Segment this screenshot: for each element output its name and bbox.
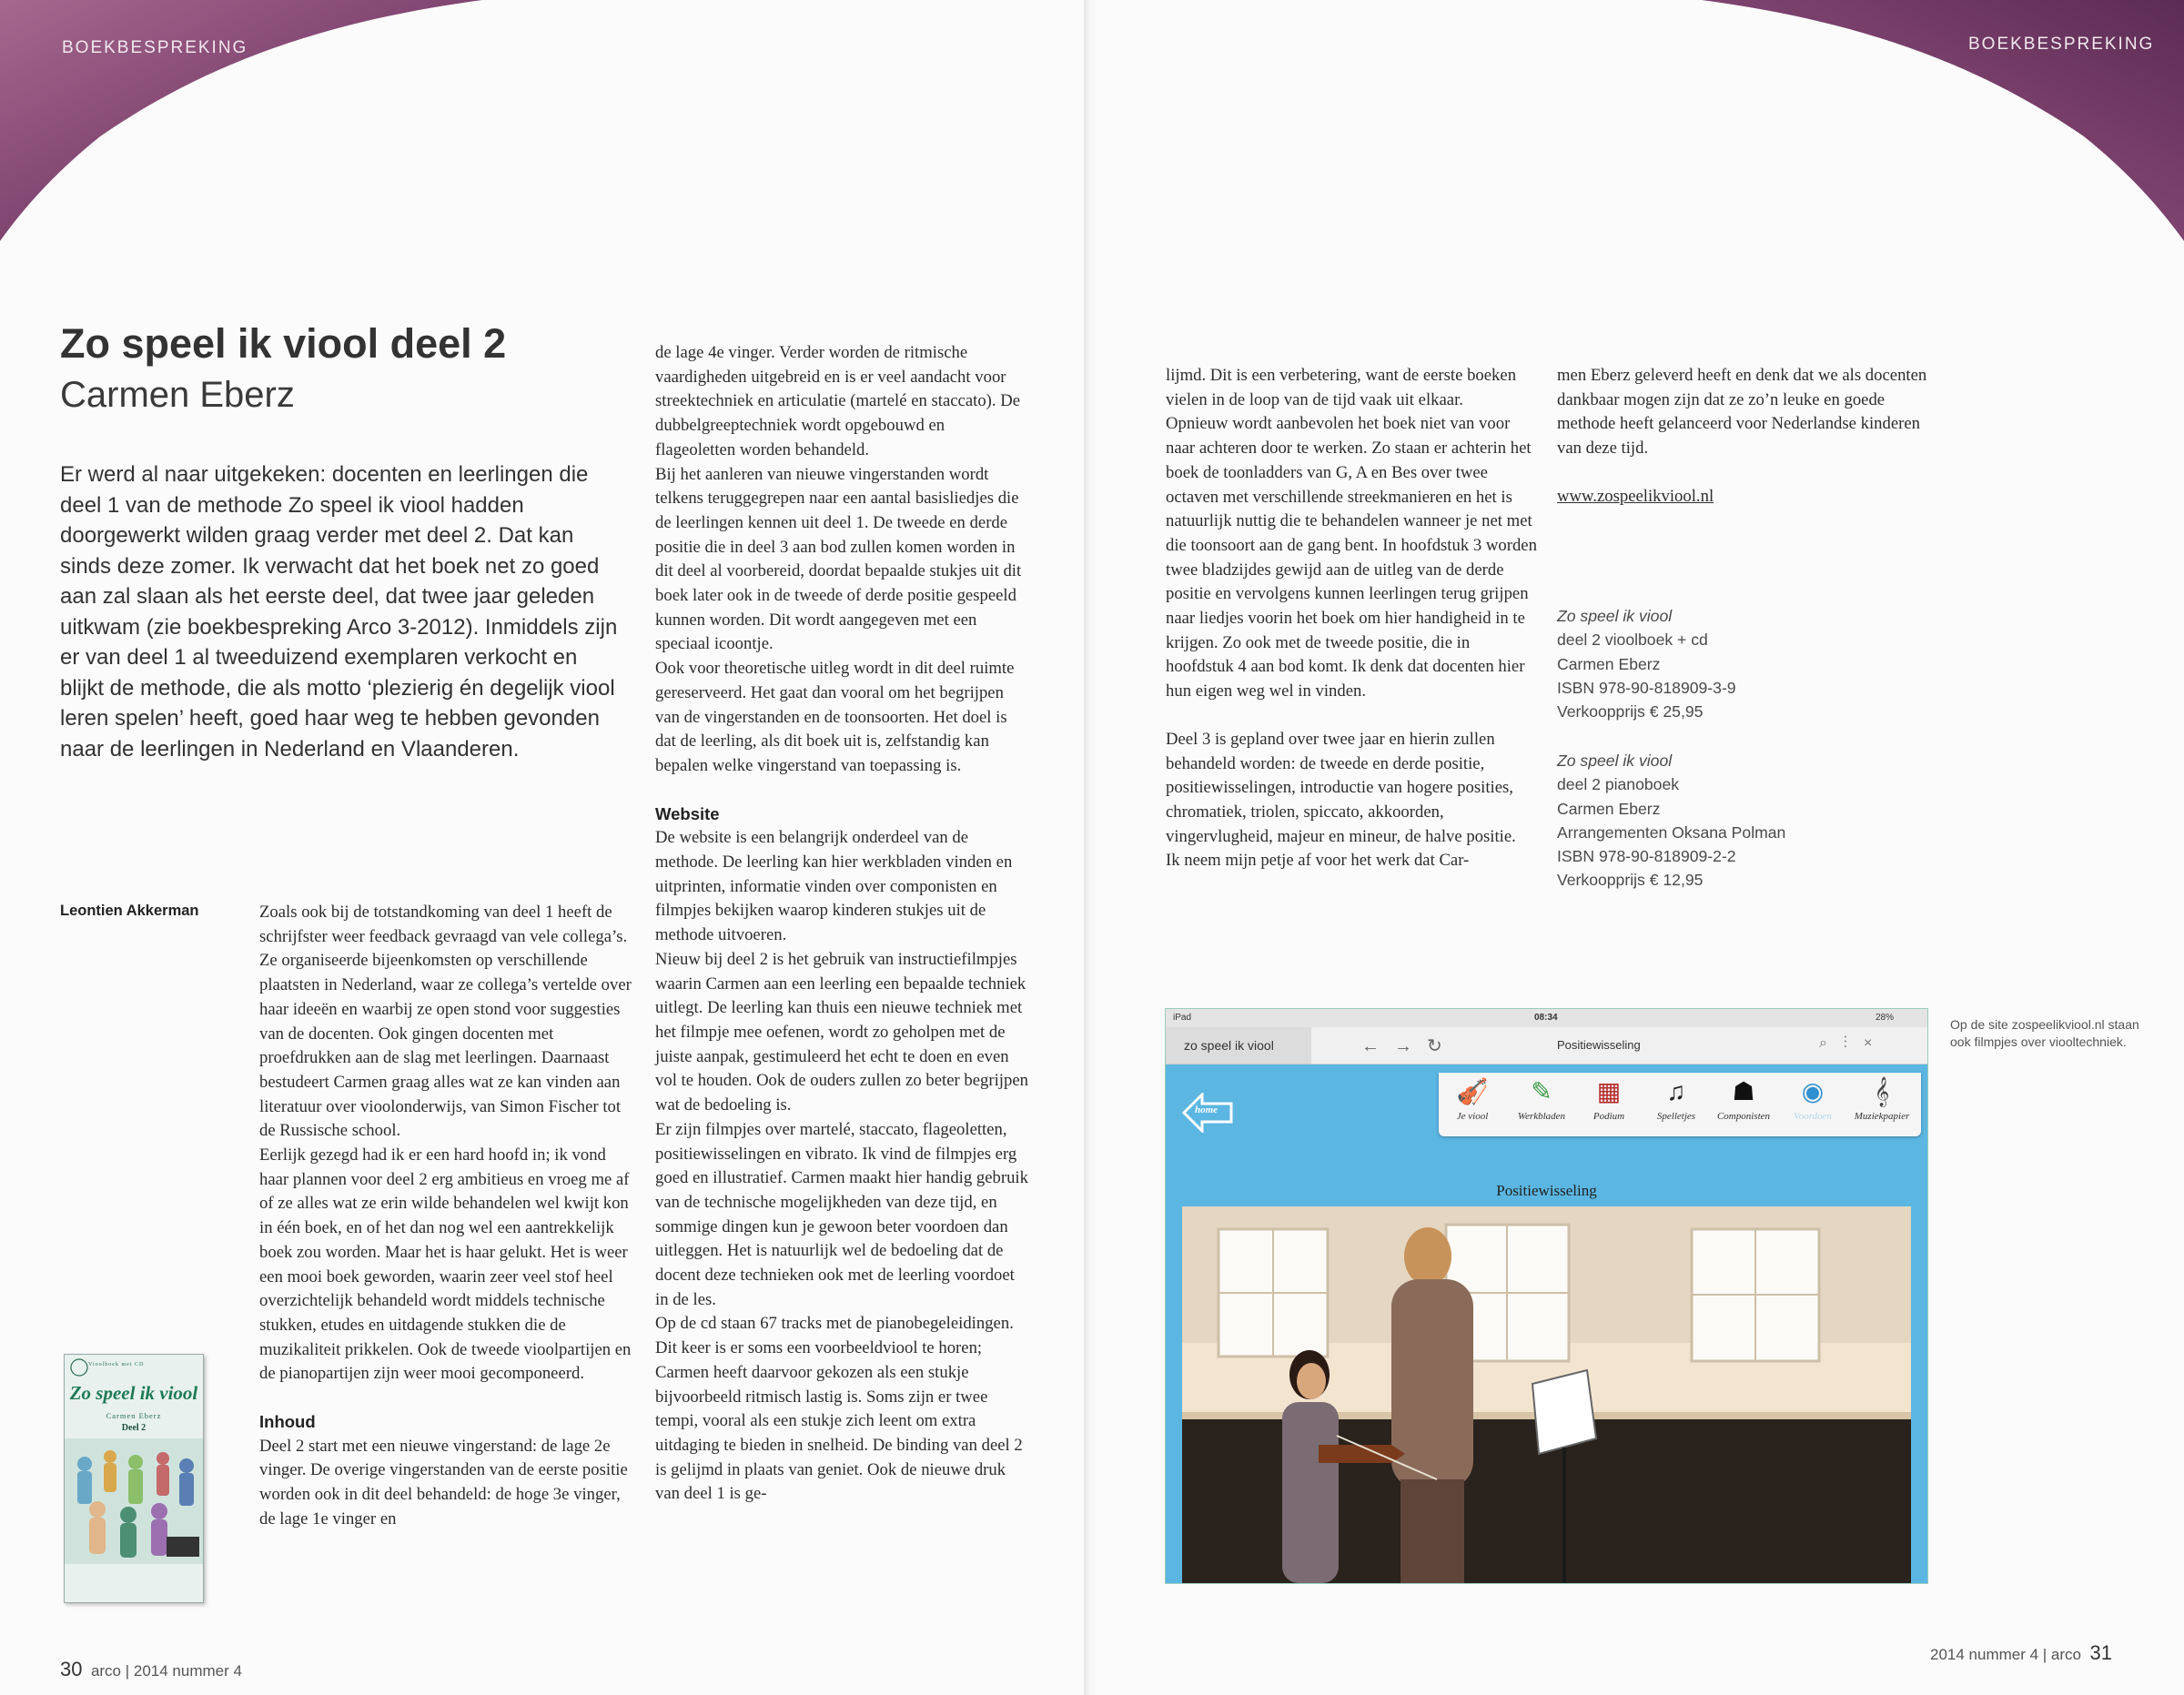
left-page (0, 0, 1089, 1695)
paragraph: Eerlijk gezegd had ik er een hard hoofd in; ik vond haar plannen voor deel 2 erg ambitieus en vroeg me af of ze alles wat ze erin wilde behandelen wel kwijt kon in één boek, en of het dan nog wel een aantrekkelijk boek zou worden. Maar het is haar gelukt. Het is weer een mooi boek geworden, waarin zeer veel stof heel overzichtelijk behandeld wordt middels technische stukken, etudes en uitdagende stukken die de muzikaliteit prikkelen. Ook de tweede vioolpartijen en de pianopartijen zijn weer mooi gecomponeerd. (259, 1145, 632, 1384)
info-line: Arrangementen Oksana Polman (1557, 822, 1786, 842)
section-label: BOEKBESPREKING (62, 38, 248, 57)
folio-left (60, 1658, 242, 1681)
cover-title: Zo speel ik viool (69, 1382, 198, 1404)
composer-silhouette-icon: ☗ (1732, 1078, 1755, 1106)
info-line: Verkoopprijs € 12,95 (1557, 871, 1704, 890)
menu-label: Muziekpapier (1854, 1111, 1910, 1122)
browser-page-title: Positiewisseling (1557, 1038, 1641, 1052)
status-time: 08:34 (1534, 1013, 1558, 1023)
article-title: Zo speel ik viool deel 2 (60, 320, 507, 367)
menu-item-podium[interactable] (1577, 1073, 1641, 1136)
paragraph: Op de cd staan 67 tracks met de pianobegeleidingen. Dit keer is er soms een voorbeeldviool te horen; Carmen heeft daarvoor gekozen als een stukje bijvoorbeeld ritmisch lastig is. Soms zijn er twee tempi, vooral als een stukje zich leent om extra uitdaging te bieden in snelheid. De binding van deel 2 is gelijmd in plaats van geniet. Ook de nieuwe druk van deel 1 is ge- (655, 1314, 1023, 1504)
info-title: Zo speel ik viool (1557, 752, 1673, 770)
page-number: 31 (2089, 1641, 2112, 1664)
info-line: ISBN 978-90-818909-2-2 (1557, 847, 1736, 866)
menu-label: Podium (1592, 1111, 1625, 1122)
nav-buttons (1361, 1034, 1457, 1057)
browser-tab[interactable]: zo speel ik viool (1166, 1027, 1311, 1064)
menu-item-voordoen[interactable] (1781, 1073, 1845, 1136)
battery-level: 28% (1876, 1013, 1895, 1023)
header-banner (0, 0, 1089, 246)
device-label: iPad (1173, 1013, 1192, 1023)
menu-icon[interactable]: ⋮ (1843, 1035, 1864, 1051)
book-cover-image (64, 1354, 204, 1603)
website-screenshot (1165, 1008, 1928, 1584)
folio-right (1930, 1641, 2112, 1665)
video-title: Positiewisseling (1496, 1182, 1597, 1199)
back-icon[interactable]: ← (1361, 1036, 1394, 1056)
info-line: deel 2 pianoboek (1557, 775, 1680, 794)
search-icon[interactable]: ⌕ (1819, 1035, 1844, 1051)
menu-label: Componisten (1716, 1111, 1771, 1122)
paragraph: Ik neem mijn petje af voor het werk dat Car- (1166, 851, 1470, 871)
intro-paragraph: Er werd al naar uitgekeken: docenten en leerlingen die deel 1 van de methode Zo speel ik viool hadden doorgewerkt wilden graag verder met deel 2. Dat kan sinds deze zomer. Ik verwacht dat het boek net zo goed aan zal slaan als het eerste deel, dat twee jaar geleden uitkwam (zie boekbespreking Arco 3-2012). Inmiddels zijn er van deel 1 al tweeduizend exemplaren verkocht en blijkt de methode, die als motto ‘plezierig én degelijk viool leren spelen’ heeft, goed haar weg te hebben gevonden naar de leerlingen in Nederland en Vlaanderen. (60, 462, 618, 762)
book-info-violin (1557, 604, 1736, 723)
paragraph: Deel 3 is gepland over twee jaar en hierin zullen behandeld worden: de tweede en derde positie, positiewisselingen, introductie van hogere posities, chromatiek, triolen, spiccato, akkoorden, vingervlugheid, majeur en mineur, de halve positie. (1166, 729, 1516, 846)
paragraph: Er zijn filmpjes over martelé, staccato, flageoletten, positiewisselingen en vibrato. Ik vind de filmpjes erg goed en illustratief. Carmen maakt hier handig gebruik van de technische mogelijkheden van deze tijd, en sommige dingen kun je gewoon beter voordoen dan uitleggen. Het is natuurlijk wel de bedoeling dat de docent deze technieken ook met de leerling voordoet in de les. (655, 1119, 1028, 1309)
status-bar (1166, 1009, 1927, 1027)
paragraph: lijmd. Dit is een verbetering, want de eerste boeken vielen in de loop van de tijd vaak uit elkaar. (1166, 366, 1517, 409)
menu-label: Spelletjes (1656, 1111, 1696, 1122)
browser-bar (1166, 1027, 1927, 1064)
info-line: deel 2 vioolboek + cd (1557, 631, 1708, 650)
pencil-icon: ✎ (1531, 1078, 1552, 1106)
heading-website: Website (655, 803, 720, 823)
section-label: BOEKBESPREKING (1968, 35, 2155, 54)
video-frame-illustration (1182, 1206, 1911, 1583)
music-note-icon: ♫ (1666, 1078, 1686, 1106)
info-line: Verkoopprijs € 25,95 (1557, 702, 1704, 721)
paragraph: Deel 2 start met een nieuwe vingerstand: de lage 2e vinger. De overige vingerstanden van de eerste positie worden ook in dit deel behandeld: de hoge 3e vinger, de lage 1e vinger en (259, 1436, 628, 1529)
book-info-piano (1557, 749, 1785, 893)
cover-part: Deel 2 (121, 1423, 147, 1433)
paragraph: Bij het aanleren van nieuwe vingerstanden wordt telkens teruggegrepen naar een aantal basisliedjes die de leerlingen kennen uit deel 1. De tweede en derde positie die in deel 3 aan bod zullen komen worden in dit deel al voorbereid, doordat bepaalde stukjes uit dit boek later ook in de tweede of derde positie gespeeld kunnen worden. Dit wordt aangegeven met een speciaal icoontje. (655, 464, 1022, 654)
byline: Leontien Akkerman (60, 903, 199, 919)
paragraph: De website is een belangrijk onderdeel van de methode. De leerling kan hier werkbladen vinden en uitprinten, informatie vinden over componisten en filmpjes bekijken waarop kinderen stukjes uit de methode uitvoeren. (655, 828, 1013, 945)
paragraph: Zoals ook bij de totstandkoming van deel 1 heeft de schrijfster weer feedback gevraagd van vele collega’s. Ze organiseerde bijeenkomsten op verschillende plaatsten in Nederland, waar ze collega’s vertelde over haar ideeën en waarbij ze open stond voor suggesties van de docenten. Ook gingen docenten met proefdrukken aan de slag met leerlingen. Daarnaast bestudeert Carmen graag alles wat ze kan vinden aan literatuur over vioolonderwijs, van Simon Fischer tot de Russische school. (259, 903, 632, 1141)
cover-badge: Vioolboek met CD (88, 1362, 145, 1367)
info-line: ISBN 978-90-818909-3-9 (1557, 678, 1736, 697)
menu-item-muziekpapier[interactable] (1850, 1073, 1914, 1136)
menu-item-componisten[interactable] (1712, 1073, 1775, 1136)
home-label: home (1195, 1105, 1218, 1115)
info-line: Carmen Eberz (1557, 799, 1661, 818)
menu-label: Voordoen (1794, 1111, 1832, 1122)
violin-icon: 🎻 (1456, 1078, 1489, 1106)
cover-author: Carmen Eberz (106, 1411, 162, 1420)
page-number: 30 (60, 1658, 83, 1680)
paragraph: Nieuw bij deel 2 is het gebruik van instructiefilmpjes waarin Carmen aan een leerling een bepaalde techniek uitlegt. De leerling kan thuis een nieuwe techniek met het filmpje mee oefenen, wordt zo geholpen met de juiste aanpak, gestimuleerd het echt te doen en even vol te houden. Ook de ouders zullen zo beter begrijpen wat de bedoeling is. (655, 949, 1028, 1115)
forward-icon[interactable]: → (1394, 1036, 1427, 1056)
heading-inhoud: Inhoud (259, 1412, 316, 1432)
column-1 (259, 901, 632, 1532)
menu-label: Werkbladen (1517, 1111, 1566, 1122)
paragraph: men Eberz geleverd heeft en denk dat we als docenten dankbaar mogen zijn dat ze zo’n leuke en goede methode heeft gelanceerd voor Nederlandse kinderen van deze tijd. (1557, 366, 1927, 459)
close-icon[interactable]: × (1863, 1035, 1889, 1051)
article-subtitle: Carmen Eberz (60, 375, 295, 415)
menu-item-je-viool[interactable] (1441, 1073, 1504, 1136)
eye-icon: ◉ (1801, 1078, 1825, 1106)
photo-caption: Op de site zospeelikviool.nl staan ook filmpjes over viooltechniek. (1950, 1017, 2139, 1049)
paragraph: de lage 4e vinger. Verder worden de ritmische vaardigheden uitgebreid en is er veel aandacht voor streektechniek en articulatie (martelé en staccato). De dubbelgreeptechniek wordt opgebouwd en flageoletten worden behandeld. (655, 343, 1021, 459)
menu-item-werkbladen[interactable] (1510, 1073, 1573, 1136)
paragraph: Ook voor theoretische uitleg wordt in dit deel ruimte gereserveerd. Het gaat dan vooral om het begrijpen van de vingerstanden en de toonsoorten. Het doel is dat de leerling, als dit boek uit is, zelfstandig kan bepalen welke vingerstand van toepassing is. (655, 659, 1015, 775)
info-line: Carmen Eberz (1557, 654, 1661, 673)
info-title: Zo speel ik viool (1557, 607, 1673, 625)
folio-text: arco | 2014 nummer 4 (90, 1662, 242, 1680)
instruction-video[interactable] (1182, 1206, 1911, 1583)
column-4 (1557, 364, 1930, 510)
treble-clef-icon: 𝄞 (1874, 1078, 1890, 1106)
site-menu (1439, 1073, 1921, 1136)
column-2 (655, 341, 1028, 1507)
paragraph: Opnieuw wordt aanbevolen het boek niet van voor naar achteren door te werken. Zo staan er achterin het boek de toonladders van G, A en Bes over twee octaven met verschillende streekmanieren en het is natuurlijk nuttig die te behandelen wanneer je net met die toonsoort aan de gang bent. In hoofdstuk 3 worden twee bladzijdes gewijd aan de uitleg van de derde positie en vervolgens kunnen leerlingen terug grijpen naar liedjes voorin het boek om hier handigheid in te krijgen. Zo ook met de tweede positie, die in hoofdstuk 4 aan bod komt. Ik denk dat docenten hier hun eigen weg wel in vinden. (1166, 414, 1537, 701)
menu-item-spelletjes[interactable] (1644, 1073, 1708, 1136)
stage-curtain-icon: ▦ (1596, 1078, 1622, 1106)
reload-icon[interactable]: ↻ (1427, 1036, 1457, 1056)
website-link[interactable]: www.zospeelikviool.nl (1557, 486, 1714, 506)
folio-text: 2014 nummer 4 | arco (1930, 1646, 2081, 1663)
menu-label: Je viool (1456, 1111, 1489, 1122)
column-3 (1166, 364, 1539, 873)
